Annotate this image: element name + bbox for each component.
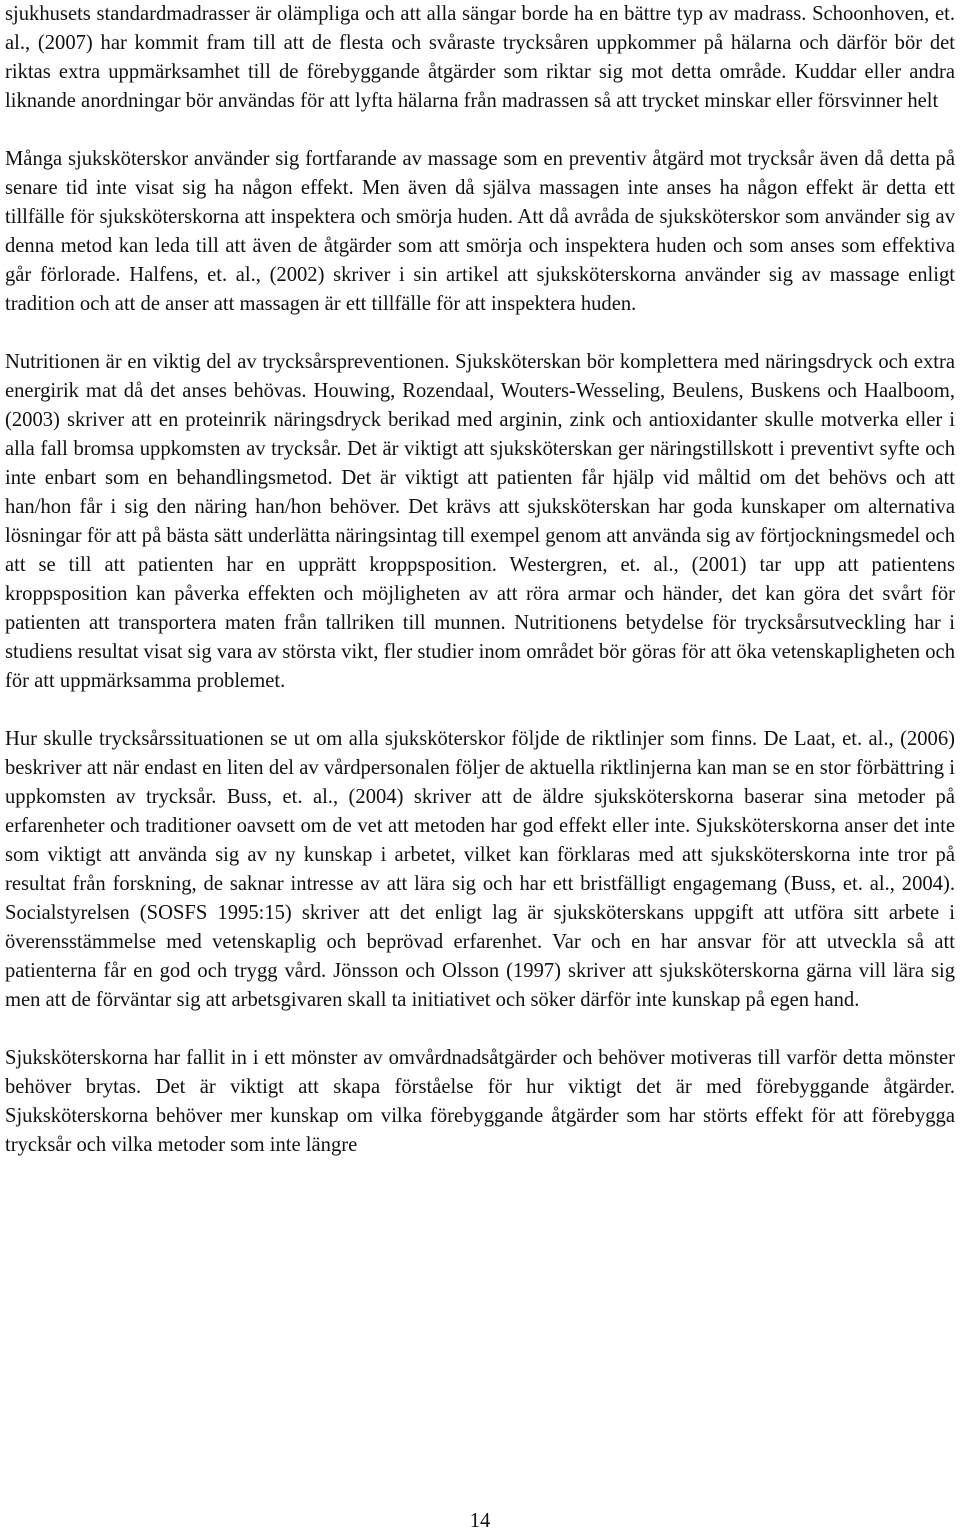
paragraph-4: Hur skulle trycksårssituationen se ut om alla sjuksköterskor följde de riktlinjer som finns. De Laat, et. al., (2006) beskriver att när endast en liten del av vårdpersonalen följer de aktuella riktlinjerna kan man se en stor förbättring i uppkomsten av trycksår. Buss, et. al., (2004) skriver att de äldre sjuksköterskorna baserar sina metoder på erfarenheter och traditioner oavsett om de vet att metoden har god effekt eller inte. Sjuksköterskorna anser det inte som viktigt att använda sig av ny kunskap i arbetet, vilket kan förklaras med att sjuksköterskorna inte tror på resultat från forskning, de saknar intresse av att lära sig och har ett bristfälligt engagemang (Buss, et. al., 2004). Socialstyrelsen (SOSFS 1995:15) skriver att det enligt lag är sjuksköterskans uppgift att utföra sitt arbete i överensstämmelse med vetenskaplig och beprövad erfarenhet. Var och en har ansvar för att utveckla så att patienterna får en god och trygg vård. Jönsson och Olsson (1997) skriver att sjuksköterskorna gärna vill lära sig men att de förväntar sig att arbetsgivaren skall ta initiativet och söker därför inte kunskap på egen hand. (5, 728, 955, 1011)
paragraph-3: Nutritionen är en viktig del av trycksårspreventionen. Sjuksköterskan bör komplettera med näringsdryck och extra energirik mat då det anses behövas. Houwing, Rozendaal, Wouters-Wesseling, Beulens, Buskens och Haalboom, (2003) skriver att en proteinrik näringsdryck berikad med arginin, zink och antioxidanter skulle motverka eller i alla fall bromsa uppkomsten av trycksår. Det är viktigt att sjuksköterskan ger näringstillskott i preventivt syfte och inte enbart som en behandlingsmetod. Det är viktigt att patienten får hjälp vid måltid om det behövs och att han/hon får i sig den näring han/hon behöver. Det krävs att sjuksköterskan har goda kunskaper om alternativa lösningar för att på bästa sätt underlätta näringsintag till exempel genom att använda sig av förtjockningsmedel och att se till att patienten har en upprätt kroppsposition. Westergren, et. al., (2001) tar upp att patientens kroppsposition kan påverka effekten och möjligheten av att röra armar och händer, det kan göra det svårt för patienten att transportera maten från tallriken till munnen. Nutritionens betydelse för trycksårsutveckling har i studiens resultat visat sig vara av största vikt, fler studier inom området bör göras för att öka vetenskapligheten och för att uppmärksamma problemet. (5, 351, 955, 692)
paragraph-2: Många sjuksköterskor använder sig fortfarande av massage som en preventiv åtgärd mot trycksår även då detta på senare tid inte visat sig ha någon effekt. Men även då själva massagen inte anses ha någon effekt är detta ett tillfälle för sjuksköterskorna att inspektera och smörja huden. Att då avråda de sjuksköterskor som använder sig av denna metod kan leda till att även de åtgärder som att smörja och inspektera huden och som anses som effektiva går förlorade. Halfens, et. al., (2002) skriver i sin artikel att sjuksköterskorna använder sig av massage enligt tradition och att de anser att massagen är ett tillfälle för att inspektera huden. (5, 148, 955, 315)
body-text (5, 0, 955, 1160)
page-number: 14 (469, 1510, 491, 1532)
paragraph-5: Sjuksköterskorna har fallit in i ett mönster av omvårdnadsåtgärder och behöver motiveras till varför detta mönster behöver brytas. Det är viktigt att skapa förståelse för hur viktigt det är med förebyggande åtgärder. Sjuksköterskorna behöver mer kunskap om vilka förebyggande åtgärder som har störts effekt för att förebygga trycksår och vilka metoder som inte längre (5, 1047, 955, 1156)
paragraph-1: sjukhusets standardmadrasser är olämpliga och att alla sängar borde ha en bättre typ av madrass. Schoonhoven, et. al., (2007) har kommit fram till att de flesta och svåraste trycksåren uppkommer på hälarna och därför bör det riktas extra uppmärksamhet till de förebyggande åtgärder som riktar sig mot detta område. Kuddar eller andra liknande anordningar bör användas för att lyfta hälarna från madrassen så att trycket minskar eller försvinner helt (5, 3, 955, 112)
